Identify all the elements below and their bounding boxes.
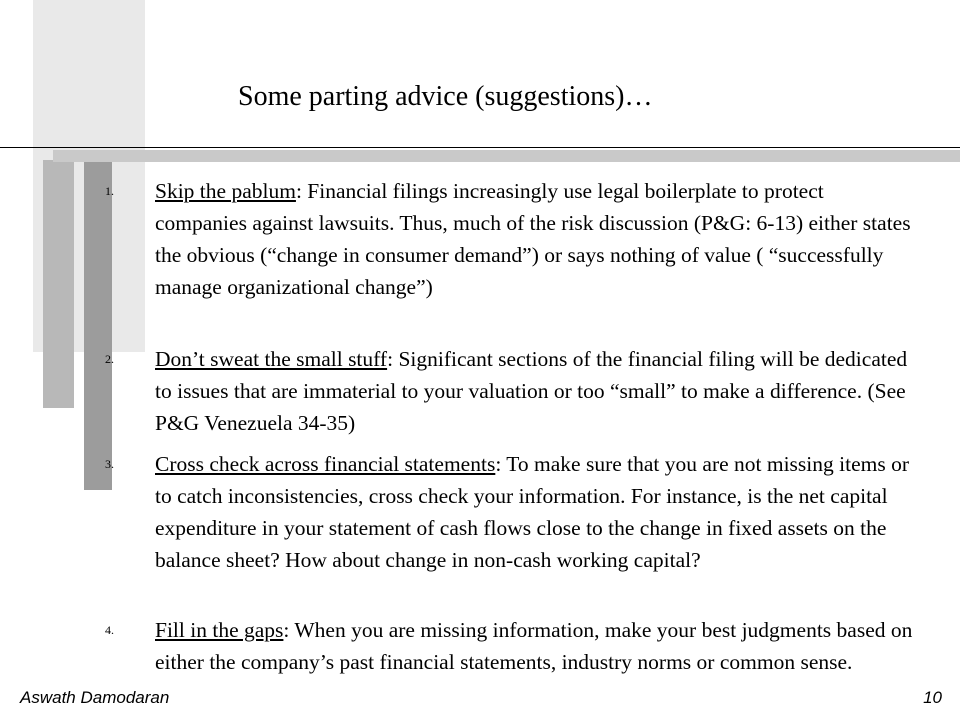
item-text: : Financial filings increasingly use legal boilerplate to protect companies against lawsuits. Thus, much of the risk discussion (P&G: 6-13) either states the obvious (“change in consumer demand”) or says nothing of value ( “successfully manage organizational change”) (155, 179, 911, 299)
slide-title: Some parting advice (suggestions)… (238, 81, 653, 112)
item-number: 3. (105, 457, 114, 471)
decorative-bar (43, 160, 74, 408)
footer-author: Aswath Damodaran (20, 688, 170, 707)
item-body (155, 448, 915, 576)
item-heading: Fill in the gaps (155, 618, 284, 642)
item-text: : To make sure that you are not missing items or to catch inconsistencies, cross check your information. For instance, is the net capital expenditure in your statement of cash flows close to the change in fixed assets on the balance sheet? How about change in non-cash working capital? (155, 452, 910, 572)
item-body (155, 614, 915, 678)
item-number: 4. (105, 623, 114, 637)
title-divider-band (53, 150, 960, 162)
item-text: : When you are missing information, make your best judgments based on either the company’s past financial statements, industry norms or common sense. (155, 618, 913, 674)
decorative-bar (84, 160, 112, 490)
item-text: : Significant sections of the financial filing will be dedicated to issues that are immaterial to your valuation or too “small” to make a difference. (See P&G Venezuela 34-35) (155, 347, 908, 435)
title-divider (0, 147, 960, 148)
item-number: 2. (105, 352, 114, 366)
item-heading: Cross check across financial statements (155, 452, 496, 476)
item-body (155, 343, 915, 439)
page-number: 10 (923, 688, 942, 707)
item-heading: Skip the pablum (155, 179, 296, 203)
item-body (155, 175, 915, 303)
item-number: 1. (105, 184, 114, 198)
item-heading: Don’t sweat the small stuff (155, 347, 388, 371)
